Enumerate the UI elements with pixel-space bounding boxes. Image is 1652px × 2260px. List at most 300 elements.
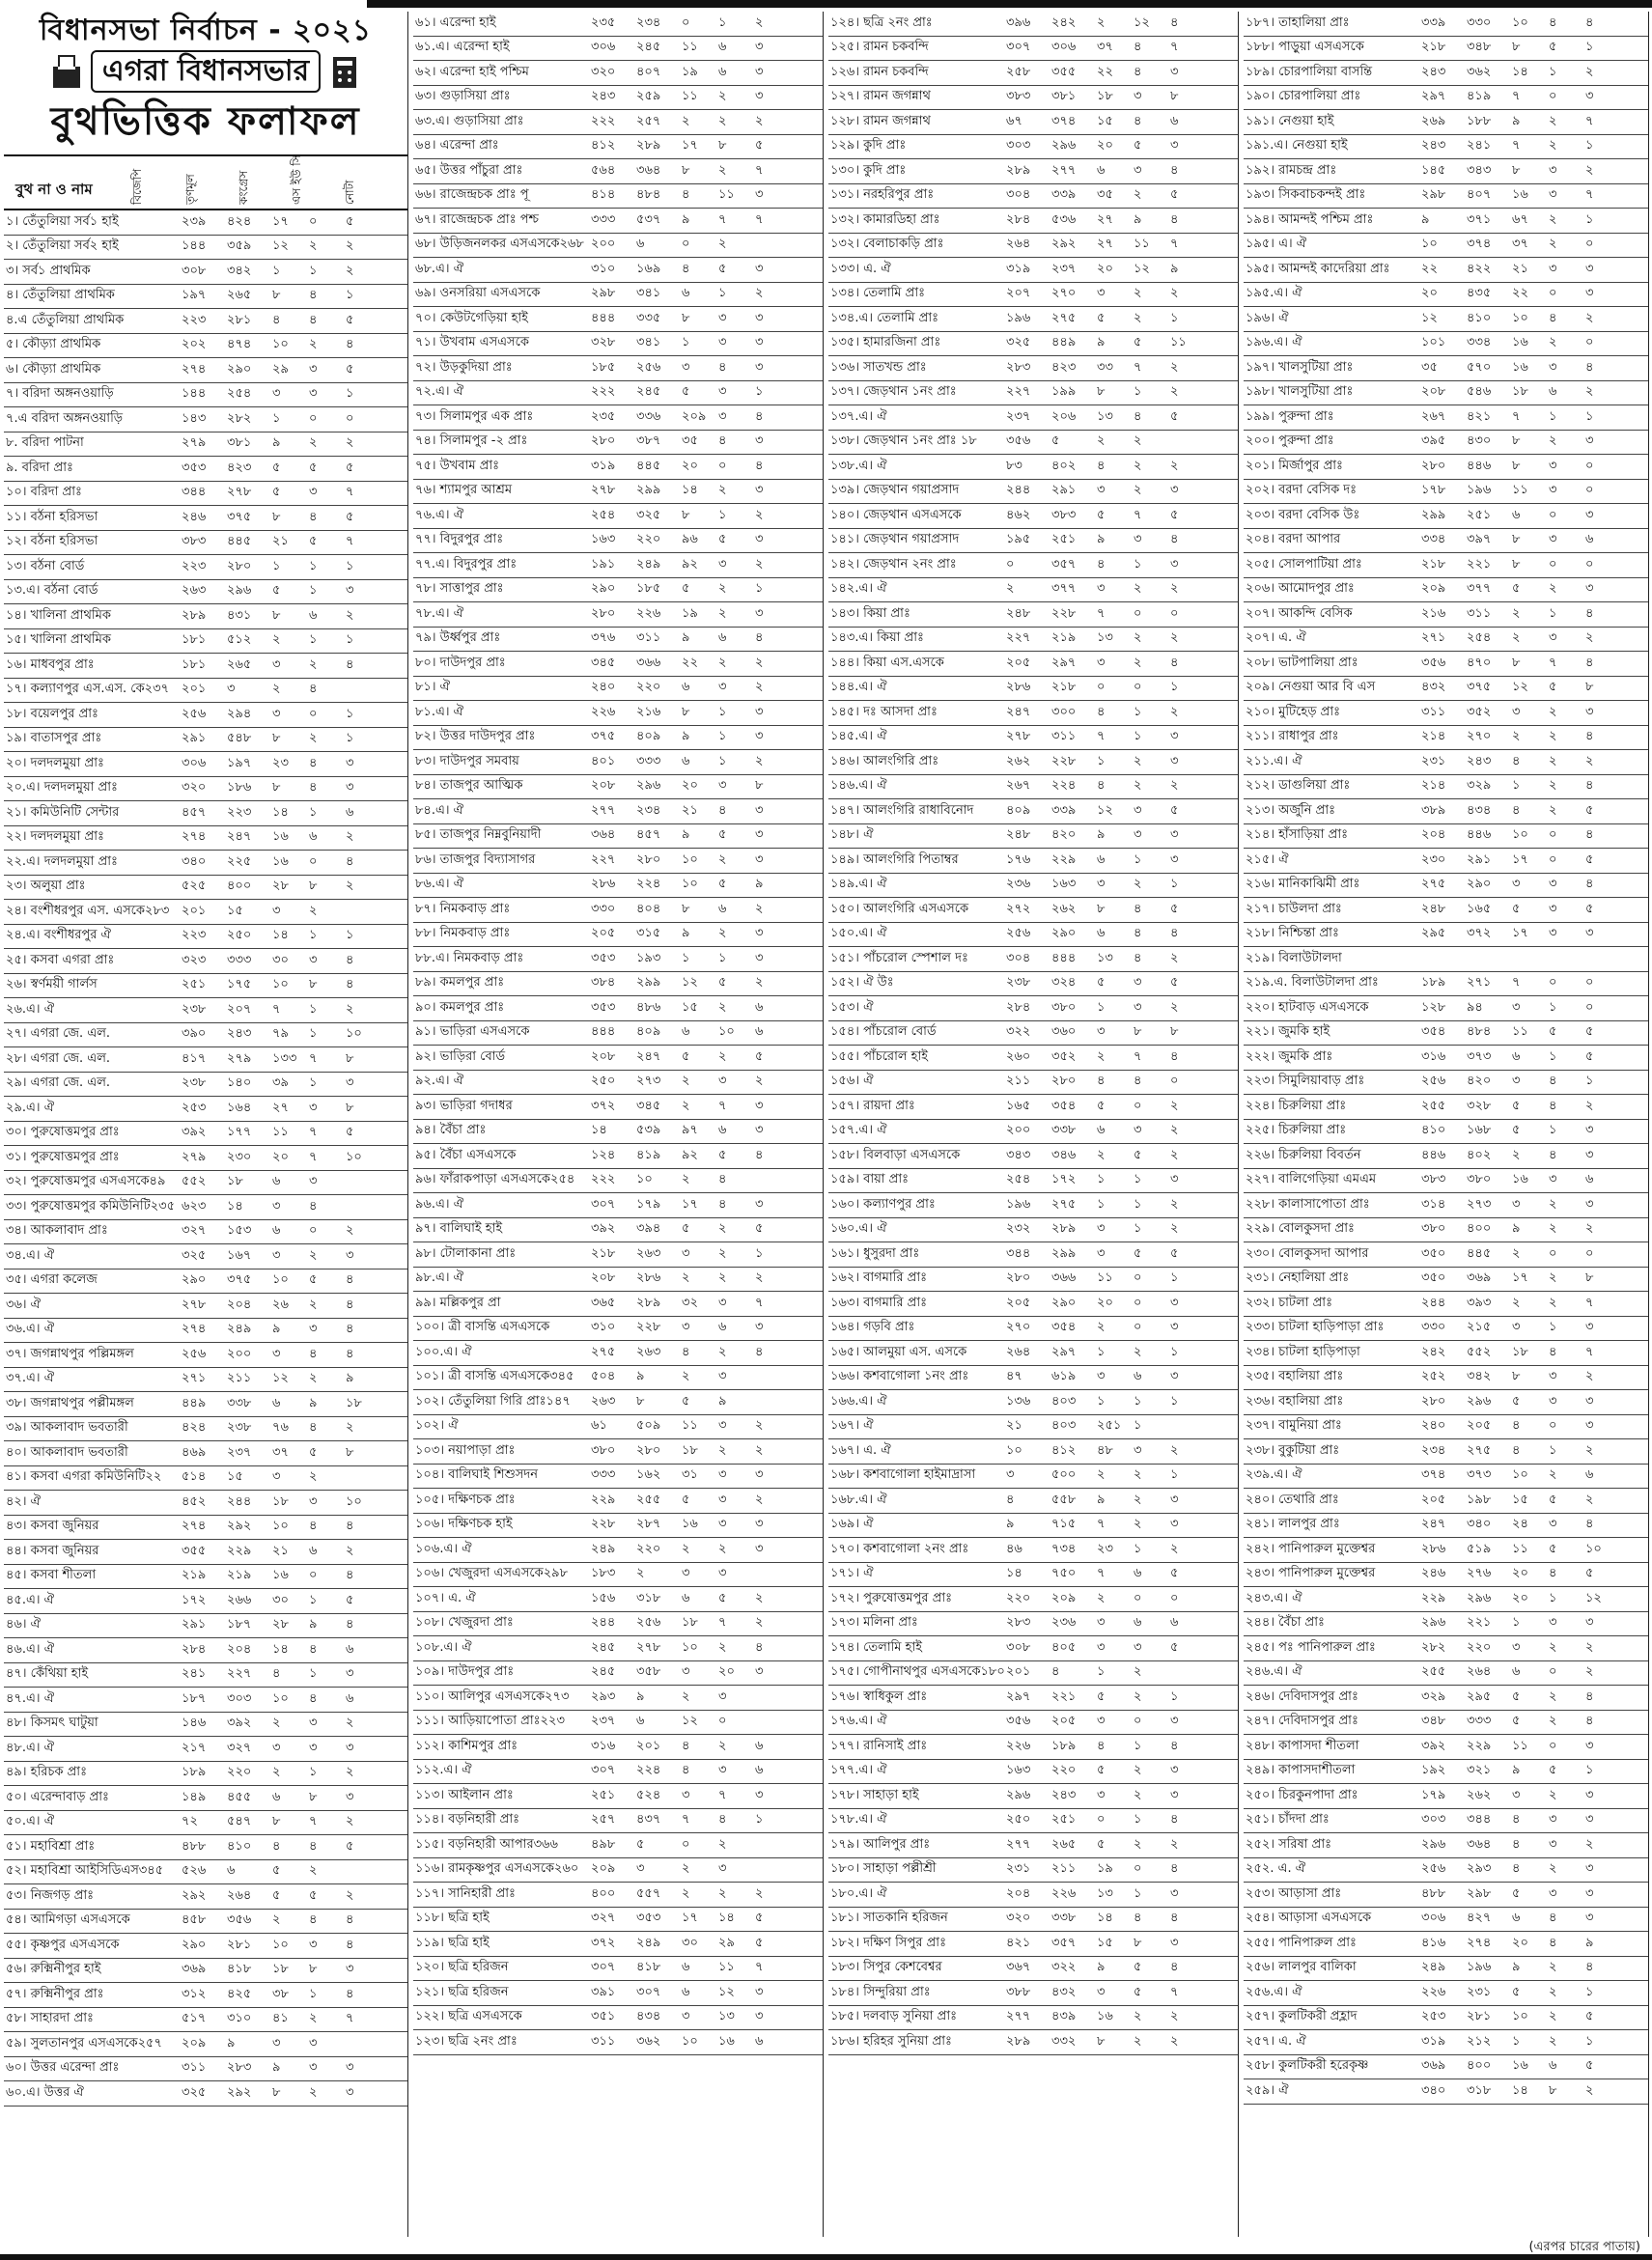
tmc-votes-cell: ৩৭১ <box>1467 211 1492 227</box>
bjp-votes-cell: ৩২৭ <box>182 1223 207 1239</box>
tmc-votes-cell: ২২০ <box>227 1765 252 1780</box>
booth-name-cell: ২৩৩। চাটলা হাড়িপাড়া প্রাঃ <box>1246 1320 1385 1335</box>
nota-votes-cell: ৮ <box>346 1050 354 1066</box>
booth-name-cell: ২০। দলদলমুয়া প্রাঃ <box>6 755 104 770</box>
congress-votes-cell: ৩০ <box>682 1935 698 1950</box>
booth-name-cell: ১৯৫। আমন্দই কাদেরিয়া প্রাঃ <box>1246 261 1390 276</box>
bjp-votes-cell: ৩০৩ <box>1421 1812 1446 1828</box>
nota-votes-cell: ৬ <box>755 999 764 1015</box>
bjp-votes-cell: ৩২০ <box>1006 1911 1031 1926</box>
congress-votes-cell: ১১ <box>682 89 698 104</box>
table-row <box>1244 61 1648 86</box>
congress-votes-cell: ৩ <box>1097 483 1106 498</box>
bjp-votes-cell: ৩৫৬ <box>1006 433 1031 449</box>
congress-votes-cell: ১৩ <box>1097 630 1113 646</box>
booth-name-cell: ২৩৭। বামুনিয়া প্রাঃ <box>1246 1418 1342 1434</box>
header-suci: এস ইউ সি <box>290 154 303 205</box>
congress-votes-cell: ১২ <box>682 1714 698 1729</box>
table-row <box>4 925 407 950</box>
booth-name-cell: ৭৮.এ। ঐ <box>415 605 464 621</box>
tmc-votes-cell: ৩৫৩ <box>636 1911 661 1926</box>
suci-votes-cell: ৪ <box>1134 926 1142 941</box>
bjp-votes-cell: ২২৭ <box>1006 630 1031 646</box>
bjp-votes-cell: ২৩৬ <box>1006 877 1031 892</box>
nota-votes-cell: ১ <box>1170 310 1179 325</box>
tmc-votes-cell: ৩৩৮ <box>1051 1123 1077 1138</box>
nota-votes-cell: ১ <box>346 706 354 721</box>
tmc-votes-cell: ২৯৪ <box>227 706 252 721</box>
tmc-votes-cell: ৩১৮ <box>1467 2082 1492 2098</box>
suci-votes-cell: ৩ <box>1549 1393 1557 1409</box>
bjp-votes-cell: ২৫৬ <box>1006 926 1031 941</box>
table-row <box>4 580 407 605</box>
suci-votes-cell: ১ <box>1134 1738 1142 1753</box>
masthead <box>4 12 407 147</box>
nota-votes-cell: ৩ <box>1585 261 1594 276</box>
nota-votes-cell: ২ <box>1170 2009 1179 2024</box>
booth-name-cell: ২১৮। নিশ্চিন্তা প্রাঃ <box>1246 926 1339 941</box>
bjp-votes-cell: ২৪২ <box>1421 1344 1446 1359</box>
bjp-votes-cell: ২৫৬ <box>182 706 207 721</box>
table-row <box>828 849 1238 874</box>
congress-votes-cell: ২৮ <box>272 1617 289 1632</box>
congress-votes-cell: ৬ <box>682 1590 690 1605</box>
table-row <box>1244 726 1648 751</box>
table-row <box>828 1908 1238 1933</box>
table-row <box>828 972 1238 997</box>
table-row <box>1244 1957 1648 1982</box>
congress-votes-cell: ৮ <box>682 507 690 522</box>
booth-name-cell: ২১৫। ঐ <box>1246 851 1289 867</box>
tmc-votes-cell: ২১১ <box>1051 1861 1077 1877</box>
suci-votes-cell: ৩ <box>1549 926 1557 941</box>
table-row <box>1244 1636 1648 1661</box>
nota-votes-cell: ৩ <box>1585 1123 1594 1138</box>
tmc-votes-cell: ৩৭৪ <box>1467 237 1492 252</box>
bjp-votes-cell: ১৮১ <box>182 632 207 648</box>
suci-votes-cell: ১ <box>309 1666 318 1682</box>
booth-name-cell: ১৫৭। রায়দা প্রাঃ <box>830 1098 915 1113</box>
booth-name-cell: ১৬৬.এ। ঐ <box>830 1393 887 1409</box>
congress-votes-cell: ৬ <box>682 286 690 301</box>
tmc-votes-cell: ১৫ <box>227 1469 243 1485</box>
booth-name-cell: ২৫০। চিরকুনপাদা প্রাঃ <box>1246 1787 1358 1802</box>
suci-votes-cell: ৫ <box>1134 1147 1142 1162</box>
table-row <box>1244 1587 1648 1612</box>
suci-votes-cell: ২ <box>309 731 318 746</box>
congress-votes-cell: ৩ <box>682 1320 690 1335</box>
booth-name-cell: ১২২। ছত্রি এসএসকে <box>415 2009 522 2024</box>
nota-votes-cell: ৪ <box>755 1639 764 1655</box>
tmc-votes-cell: ১৭৭ <box>227 1125 252 1140</box>
booth-name-cell: ২১২। ডাগুলিয়া প্রাঃ <box>1246 778 1351 794</box>
tmc-votes-cell: ২২৪ <box>636 1763 661 1778</box>
bjp-votes-cell: ২০১ <box>1006 1664 1031 1680</box>
bjp-votes-cell: ১৪ <box>591 1123 607 1138</box>
tmc-votes-cell: ৪৫৭ <box>636 827 661 843</box>
suci-votes-cell: ৩ <box>1134 1442 1142 1458</box>
table-row <box>1244 455 1648 480</box>
nota-votes-cell: ৬ <box>1585 1172 1594 1187</box>
nota-votes-cell: ০ <box>346 410 354 426</box>
tmc-votes-cell: ২৮৯ <box>1051 1221 1077 1237</box>
nota-votes-cell: ৮ <box>1585 680 1594 695</box>
table-row <box>828 701 1238 726</box>
tmc-votes-cell: ৫৩৯ <box>636 1123 661 1138</box>
suci-votes-cell: ২ <box>718 89 727 104</box>
booth-name-cell: ১৭। কল্যাণপুর এস.এস. কে২৩৭ <box>6 682 170 697</box>
suci-votes-cell: ১ <box>1549 605 1557 621</box>
table-row <box>828 307 1238 332</box>
table-row <box>4 383 407 408</box>
suci-votes-cell: ১ <box>1134 1885 1142 1901</box>
nota-votes-cell: ৭ <box>346 534 354 549</box>
tmc-votes-cell: ২৯৬ <box>1051 138 1077 153</box>
tmc-votes-cell: ৩২১ <box>1467 1763 1492 1778</box>
nota-votes-cell: ৬ <box>755 2033 764 2049</box>
congress-votes-cell: ৩ <box>1097 1639 1106 1655</box>
suci-votes-cell: ৪ <box>1134 901 1142 916</box>
congress-votes-cell: ৫ <box>682 1492 690 1507</box>
table-row <box>828 1563 1238 1588</box>
tmc-votes-cell: ২৯৬ <box>1467 1590 1492 1605</box>
nota-votes-cell: ৬ <box>755 1738 764 1753</box>
bjp-votes-cell: ১৬৫ <box>1006 1098 1031 1113</box>
nota-votes-cell: ১ <box>755 1245 764 1261</box>
congress-votes-cell: ১১ <box>1512 1541 1528 1556</box>
congress-votes-cell: ১০ <box>1512 2009 1528 2024</box>
booth-name-cell: ১৪৪.এ। ঐ <box>830 680 887 695</box>
suci-votes-cell: ১ <box>718 704 727 719</box>
booth-name-cell: ১০৬। দক্ষিণচক হাই <box>415 1517 513 1532</box>
table-row <box>1244 37 1648 62</box>
bjp-votes-cell: ২৯০ <box>591 581 616 597</box>
suci-votes-cell: ৩ <box>1549 261 1557 276</box>
congress-votes-cell: ৬ <box>1512 1911 1521 1926</box>
congress-votes-cell: ২ <box>682 1074 690 1089</box>
nota-votes-cell: ৪ <box>1170 1812 1179 1828</box>
tmc-votes-cell: ২৭৫ <box>1051 310 1077 325</box>
nota-votes-cell: ৩ <box>755 1320 764 1335</box>
nota-votes-cell: ৫ <box>1170 1566 1179 1581</box>
booth-name-cell: ২১৪। হাঁসাড়িয়া প্রাঃ <box>1246 827 1349 843</box>
tmc-votes-cell: ৩৮১ <box>1051 89 1077 104</box>
tmc-votes-cell: ১৭৫ <box>227 977 252 992</box>
congress-votes-cell: ১৫ <box>1512 1492 1528 1507</box>
booth-name-cell: ১৪৫.এ। ঐ <box>830 729 887 744</box>
tmc-votes-cell: ৫৪৭ <box>227 1814 252 1829</box>
suci-votes-cell: ৪ <box>1549 1911 1557 1926</box>
tmc-votes-cell: ৩৫৭ <box>1051 556 1077 572</box>
nota-votes-cell: ১২ <box>1585 1590 1602 1605</box>
bjp-votes-cell: ১২৪ <box>591 1147 616 1162</box>
congress-votes-cell: ০ <box>682 237 690 252</box>
table-row <box>1244 1439 1648 1465</box>
bjp-votes-cell: ২৩৮ <box>1006 975 1031 990</box>
nota-votes-cell: ২ <box>346 1420 354 1436</box>
suci-votes-cell: ০ <box>1549 851 1557 867</box>
suci-votes-cell: ২ <box>718 1541 727 1556</box>
tmc-votes-cell: ২১১ <box>227 1371 252 1386</box>
tmc-votes-cell: ২৯৮ <box>1467 1885 1492 1901</box>
congress-votes-cell: ৮ <box>1512 655 1521 670</box>
booth-name-cell: ১০১। ত্রী বাসন্তি এসএসকে৩৪৫ <box>415 1369 574 1384</box>
bjp-votes-cell: ২৪৮ <box>1421 901 1446 916</box>
table-row <box>1244 1981 1648 2006</box>
bjp-votes-cell: ২০৮ <box>591 1270 616 1286</box>
tmc-votes-cell: ৩৭৪ <box>1051 113 1077 128</box>
booth-name-cell: ১৯৬। ঐ <box>1246 310 1289 325</box>
congress-votes-cell: ১০ <box>1512 14 1528 30</box>
table-row <box>828 209 1238 234</box>
congress-votes-cell: ৫ <box>1512 1393 1521 1409</box>
tmc-votes-cell: ৩৭৫ <box>227 1272 252 1288</box>
tmc-votes-cell: ২৮০ <box>227 558 252 573</box>
booth-name-cell: ১৭৪। তেলামি হাই <box>830 1639 923 1655</box>
congress-votes-cell: ৯ <box>1512 1221 1521 1237</box>
booth-name-cell: ১১। বর্ঠনা হরিসভা <box>6 509 98 524</box>
booth-name-cell: ১৭৯। আলিপুর প্রাঃ <box>830 1836 931 1852</box>
congress-votes-cell: ৫ <box>1512 581 1521 597</box>
table-row <box>413 1390 823 1415</box>
tmc-votes-cell: ২৫১ <box>1051 1812 1077 1828</box>
table-row <box>1244 947 1648 972</box>
suci-votes-cell: ৫ <box>1134 1960 1142 1975</box>
booth-name-cell: ৭৭। বিদুরপুর প্রাঃ <box>415 532 504 547</box>
congress-votes-cell: ১৬ <box>1512 2058 1528 2074</box>
nota-votes-cell: ৫ <box>1585 2058 1594 2074</box>
bjp-votes-cell: ২০৫ <box>591 926 616 941</box>
tmc-votes-cell: ২৯২ <box>1051 237 1077 252</box>
congress-votes-cell: ২ <box>272 1716 281 1731</box>
bjp-votes-cell: ৩২৫ <box>182 2084 207 2100</box>
nota-votes-cell: ২ <box>1585 630 1594 646</box>
booth-name-cell: ১৯২। রামচন্দ্র প্রাঃ <box>1246 162 1337 178</box>
nota-votes-cell: ৪ <box>1170 1911 1179 1926</box>
suci-votes-cell: ৩ <box>309 1716 318 1731</box>
booth-name-cell: ৯৭। বালিঘাই হাই <box>415 1221 503 1237</box>
nota-votes-cell: ৪ <box>346 1617 354 1632</box>
booth-name-cell: ৯৮। টোলাকানা প্রাঃ <box>415 1245 517 1261</box>
table-row <box>1244 381 1648 406</box>
bjp-votes-cell: ৩৫৬ <box>1006 1714 1031 1729</box>
booth-name-cell: ২১১.এ। ঐ <box>1246 753 1302 768</box>
booth-name-cell: ২৩০। বোলকুসদা আপার <box>1246 1245 1369 1261</box>
nota-votes-cell: ৩ <box>346 1075 354 1091</box>
tmc-votes-cell: ১৬৫ <box>1467 901 1492 916</box>
congress-votes-cell: ১৬ <box>272 829 289 845</box>
congress-votes-cell: ১৯ <box>1097 1861 1113 1877</box>
booth-name-cell: ২০.এ। দলদলমুয়া প্রাঃ <box>6 780 118 795</box>
suci-votes-cell: ৩ <box>1549 187 1557 203</box>
bjp-votes-cell: ৩৯১ <box>591 1984 616 1999</box>
booth-name-cell: ৩৯। আকলাবাদ ভবতারী <box>6 1420 128 1436</box>
bjp-votes-cell: ২১৬ <box>1421 605 1446 621</box>
suci-votes-cell: ২ <box>1134 433 1142 449</box>
suci-votes-cell: ৩ <box>1549 1812 1557 1828</box>
booth-name-cell: ১৩৫। হামারজিনা প্রাঃ <box>830 335 941 350</box>
tmc-votes-cell: ৩০৭ <box>636 1984 661 1999</box>
bjp-votes-cell: ২৪৯ <box>1421 1960 1446 1975</box>
tmc-votes-cell: ৪৪৬ <box>1467 827 1492 843</box>
booth-name-cell: ৭৪। সিলামপুর -২ প্রাঃ <box>415 433 528 449</box>
congress-votes-cell: ৬ <box>1097 162 1106 178</box>
table-row <box>413 37 823 62</box>
nota-votes-cell: ৩ <box>346 1789 354 1804</box>
congress-votes-cell: ৫ <box>1512 1984 1521 1999</box>
congress-votes-cell: ৮ <box>1512 433 1521 449</box>
tmc-votes-cell: ২৪৯ <box>636 556 661 572</box>
tmc-votes-cell: ৩৩৩ <box>636 753 661 768</box>
tmc-votes-cell: ৩৫৭ <box>1051 1935 1077 1950</box>
congress-votes-cell: ৪ <box>682 187 690 203</box>
booth-name-cell: ৫০.এ। ঐ <box>6 1814 55 1829</box>
booth-name-cell: ৯৮.এ। ঐ <box>415 1270 464 1286</box>
congress-votes-cell: ১৬ <box>1512 335 1528 350</box>
tmc-votes-cell: ৪০৩ <box>1051 1393 1077 1409</box>
bjp-votes-cell: ৫২৫ <box>182 879 207 894</box>
tmc-votes-cell: ৪০২ <box>1051 458 1077 473</box>
congress-votes-cell: ৬ <box>272 1174 281 1189</box>
tmc-votes-cell: ২২১ <box>1051 1688 1077 1704</box>
table-row <box>4 1762 407 1787</box>
tmc-votes-cell: ১৯৯ <box>1051 384 1077 400</box>
booth-name-cell: ১১৬। রামকৃষ্ণপুর এসএসকে২৬০ <box>415 1861 579 1877</box>
tmc-votes-cell: ৪০৪ <box>636 901 661 916</box>
bjp-votes-cell: ২১৮ <box>591 1245 616 1261</box>
nota-votes-cell: ২ <box>1170 1196 1179 1212</box>
nota-votes-cell: ৫ <box>346 509 354 524</box>
bjp-votes-cell: ২৭৯ <box>182 435 207 451</box>
tmc-votes-cell: ২৯২ <box>227 2084 252 2100</box>
booth-name-cell: ৮৭। নিমকবাড় প্রাঃ <box>415 901 511 916</box>
nota-votes-cell: ৪ <box>1170 14 1179 30</box>
suci-votes-cell: ১ <box>718 507 727 522</box>
congress-votes-cell: ১০ <box>682 851 698 867</box>
tmc-votes-cell: ৪২০ <box>1051 827 1077 843</box>
bjp-votes-cell: ৫০৪ <box>591 1369 616 1384</box>
congress-votes-cell: ১ <box>1097 1344 1106 1359</box>
table-row <box>4 728 407 753</box>
suci-votes-cell: ৪ <box>309 1690 318 1706</box>
nota-votes-cell: ৩ <box>755 1984 764 1999</box>
congress-votes-cell: ৩১ <box>682 1467 698 1483</box>
suci-votes-cell: ২ <box>309 903 318 918</box>
congress-votes-cell: ৪ <box>1512 1442 1521 1458</box>
booth-name-cell: ৬৯। ওনসরিয়া এসএসকে <box>415 286 541 301</box>
table-row <box>1244 431 1648 456</box>
congress-votes-cell: ২৯ <box>272 361 289 377</box>
congress-votes-cell: ৮ <box>272 509 281 524</box>
congress-votes-cell: ২ <box>272 632 281 648</box>
nota-votes-cell: ০ <box>1585 556 1594 572</box>
congress-votes-cell: ৪ <box>1097 778 1106 794</box>
booth-name-cell: ১৪৪। কিয়া এস.এসকে <box>830 655 944 670</box>
suci-votes-cell: ৩ <box>1549 1369 1557 1384</box>
booth-name-cell: ২৪.এ। বংশীধরপুর ঐ <box>6 928 111 943</box>
booth-name-cell: ১৯৪। আমন্দই পশ্চিম প্রাঃ <box>1246 211 1374 227</box>
nota-votes-cell: ৩ <box>755 1541 764 1556</box>
tmc-votes-cell: ২৪৩ <box>1051 1787 1077 1802</box>
congress-votes-cell: ৯ <box>1097 335 1106 350</box>
table-row <box>828 455 1238 480</box>
booth-name-cell: ২৩৯.এ। ঐ <box>1246 1467 1302 1483</box>
nota-votes-cell: ৪ <box>1585 1517 1594 1532</box>
booth-name-cell: ৮৮.এ। নিমকবাড় প্রাঃ <box>415 950 524 965</box>
table-row <box>413 1784 823 1809</box>
congress-votes-cell: ১২ <box>1097 802 1113 818</box>
booth-name-cell: ১৫৪। পাঁচরোল বোর্ড <box>830 1024 937 1040</box>
suci-votes-cell: ২০ <box>718 1664 735 1680</box>
nota-votes-cell: ৩ <box>755 483 764 498</box>
congress-votes-cell: ৩ <box>272 386 281 402</box>
congress-votes-cell: ১১ <box>1512 1738 1528 1753</box>
booth-name-cell: ১০। বরিদা প্রাঃ <box>6 485 82 500</box>
suci-votes-cell: ১ <box>1134 729 1142 744</box>
bjp-votes-cell: ৩৫৩ <box>591 999 616 1015</box>
booth-name-cell: ৪১। কসবা এগরা কমিউনিটি২২ <box>6 1469 162 1485</box>
congress-votes-cell: ৬ <box>272 1789 281 1804</box>
nota-votes-cell: ২ <box>1585 1369 1594 1384</box>
tmc-votes-cell: ৩৩৮ <box>227 1395 252 1410</box>
suci-votes-cell: ৭ <box>1549 655 1557 670</box>
bjp-votes-cell: ২৭৮ <box>1006 729 1031 744</box>
booth-name-cell: ৯২। ভাড়িরা বোর্ড <box>415 1048 506 1064</box>
booth-name-cell: ২৪০। তেথারি প্রাঃ <box>1246 1492 1339 1507</box>
table-row <box>413 258 823 283</box>
suci-votes-cell: ২ <box>718 1245 727 1261</box>
table-row <box>4 1171 407 1196</box>
suci-votes-cell: ২ <box>309 656 318 672</box>
bjp-votes-cell: ৪০০ <box>591 1885 616 1901</box>
bjp-votes-cell: ২৪৪ <box>1421 1295 1446 1310</box>
bjp-votes-cell: ২৯৬ <box>1421 1836 1446 1852</box>
congress-votes-cell: ২ <box>682 1885 690 1901</box>
suci-votes-cell: ৫ <box>1134 1245 1142 1261</box>
table-row <box>413 405 823 431</box>
bjp-votes-cell: ২৮৬ <box>591 877 616 892</box>
bjp-votes-cell: ৩৮৮ <box>1006 1984 1031 1999</box>
booth-name-cell: ১৪০। জেড়থান এসএসকে <box>830 507 962 522</box>
nota-votes-cell: ৩ <box>346 1666 354 1682</box>
bjp-votes-cell: ৩২৭ <box>591 1911 616 1926</box>
table-row <box>1244 110 1648 135</box>
suci-votes-cell: ২৯ <box>718 1935 735 1950</box>
tmc-votes-cell: ১০ <box>636 1172 653 1187</box>
congress-votes-cell: ২১ <box>272 1543 289 1558</box>
suci-votes-cell: ৬ <box>718 40 727 55</box>
tmc-votes-cell: ৩৫৯ <box>227 238 252 254</box>
tmc-votes-cell: ৩৪৮ <box>1467 40 1492 55</box>
tmc-votes-cell: ৩২৪ <box>1051 975 1077 990</box>
congress-votes-cell: ৪ <box>682 261 690 276</box>
bjp-votes-cell: ২৯১ <box>182 1617 207 1632</box>
tmc-votes-cell: ২৭৩ <box>636 1074 661 1089</box>
booth-name-cell: ১৭৬.এ। ঐ <box>830 1714 887 1729</box>
suci-votes-cell: ৩ <box>1134 999 1142 1015</box>
tmc-votes-cell: ৩৩৯ <box>1051 802 1077 818</box>
suci-votes-cell: ৫ <box>718 532 727 547</box>
bjp-votes-cell: ২৭৫ <box>1421 877 1446 892</box>
bjp-votes-cell: ২৮৯ <box>1006 162 1031 178</box>
tmc-votes-cell: ১৬২ <box>636 1467 661 1483</box>
congress-votes-cell: ৫ <box>1512 1123 1521 1138</box>
table-row <box>828 1883 1238 1908</box>
congress-votes-cell: ১১ <box>1512 1024 1528 1040</box>
booth-name-cell: ১৬৮.এ। ঐ <box>830 1492 887 1507</box>
nota-votes-cell: ৩ <box>755 1787 764 1802</box>
table-row <box>828 1218 1238 1243</box>
